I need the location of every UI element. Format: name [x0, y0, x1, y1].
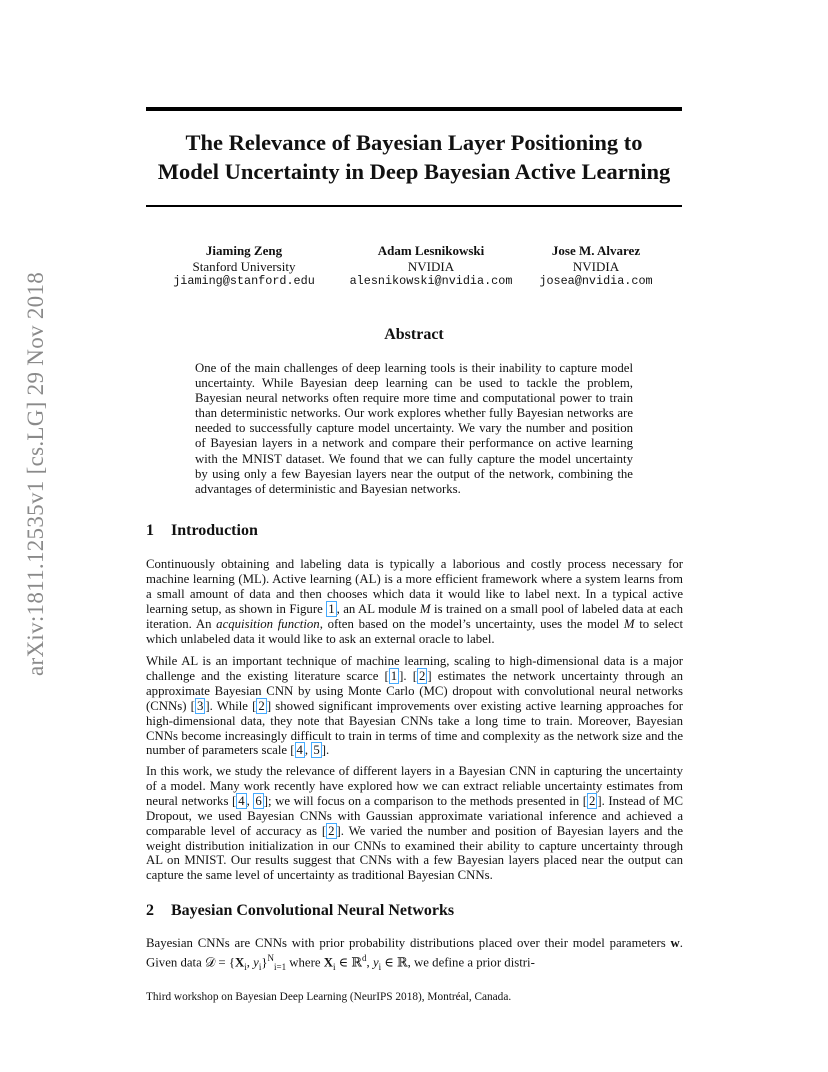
citation-link[interactable]: 4: [238, 793, 245, 808]
citation-link[interactable]: 1: [390, 668, 398, 683]
citation-link[interactable]: 2: [328, 823, 335, 838]
arxiv-identifier: arXiv:1811.12535v1 [cs.LG] 29 Nov 2018: [23, 271, 48, 676]
author-affiliation: Stanford University: [192, 258, 296, 274]
section-title: Bayesian Convolutional Neural Networks: [171, 902, 455, 919]
title-bottom-rule: [146, 205, 682, 207]
intro-paragraph-3: In this work, we study the relevance of different layers in a Bayesian CNN in capturing the uncertainty of a model. Many work recently have explored how we can extract reliable uncertainty estimates from neural networks [ 4 , 6 ]; we will focus on a comparison to the methods presented in [ 2 ]. Instead of MC Dropout, we used Bayesian CNNs with Gaussian approximate variational inference and achieved a comparable level of accuracy as [ 2 ]. We varied the number and position of Bayesian layers and the weight distribution initialization in our CNNs to examined their ability to capture uncertainty through AL on MNIST. Our results suggest that CNNs with a few Bayesian layers placed near the output can capture the same level of uncertainty as traditional Bayesian CNNs.: [146, 764, 683, 883]
citation-link[interactable]: 5: [313, 743, 320, 758]
abstract-heading: Abstract: [384, 326, 444, 343]
section-1-heading: [146, 522, 258, 540]
section-2-paragraph: Bayesian CNNs are CNNs with prior probability distributions placed over their model parameters w. Given data 𝒟 = {$X_i$, $y_i\}^N_{i=1}$ where $X_i$ ∈ ℝ$^d$, $y_i$ ∈ ℝ, we define a prior distri-: [146, 936, 683, 972]
author-email[interactable]: jiaming@stanford.edu: [173, 274, 315, 288]
intro-paragraph-1: Continuously obtaining and labeling data is typically a laborious and costly process necessary for machine learning (ML). Active learning (AL) is a more efficient framework where a system learns from a small amount of data and then chooses which data it would like to label next. In a typical active learning setup, as shown in Figure 1 , an AL module M is trained on a small pool of labeled data at each iteration. An acquisition function, often based on the model’s uncertainty, uses the model M to select which unlabeled data it would like to ask an external oracle to label.: [146, 557, 683, 646]
citation-link[interactable]: 6: [255, 793, 262, 808]
figure-ref-link[interactable]: 1: [328, 601, 335, 616]
title-line-1: The Relevance of Bayesian Layer Positioning to: [185, 130, 643, 155]
citation-link[interactable]: 3: [196, 698, 204, 713]
title-top-rule: [146, 107, 682, 111]
title-line-2: Model Uncertainty in Deep Bayesian Active Learning: [157, 159, 671, 184]
section-2-heading: [146, 902, 454, 920]
section-title: Introduction: [171, 522, 258, 539]
author-affiliation: NVIDIA: [572, 258, 620, 274]
author-name: Jose M. Alvarez: [551, 243, 641, 258]
section-number: 1: [146, 522, 154, 539]
citation-link[interactable]: 2: [588, 793, 596, 808]
citation-link[interactable]: 2: [419, 668, 426, 683]
author-name: Adam Lesnikowski: [377, 243, 485, 258]
author-1: [164, 243, 324, 290]
citation-link[interactable]: 2: [258, 698, 265, 713]
section-number: 2: [146, 902, 154, 919]
paper-title: [146, 128, 682, 186]
intro-paragraph-2: While AL is an important technique of machine learning, scaling to high-dimensional data is a major challenge and the existing literature scarce [ 1 ]. [ 2 ] estimates the network uncertainty through an approximate Bayesian CNN by using Monte Carlo (MC) dropout with convolutional neural networks (CNNs) [ 3 ]. While [ 2 ] showed significant improvements over existing active learning approaches for high-dimensional data, they note that Bayesian CNNs take a long time to train. Moreover, Bayesian CNNs become increasingly difficult to train in terms of time and complexity as the network size and the number of parameters scale [ 4 , 5 ].: [146, 654, 684, 758]
author-email[interactable]: alesnikowski@nvidia.com: [349, 274, 513, 288]
citation-link[interactable]: 4: [296, 743, 303, 758]
author-name: Jiaming Zeng: [205, 243, 283, 258]
author-3: [526, 243, 666, 290]
author-affiliation: NVIDIA: [407, 258, 455, 274]
author-email[interactable]: josea@nvidia.com: [539, 274, 653, 288]
abstract-text: One of the main challenges of deep learning tools is their inability to capture model uncertainty. While Bayesian deep learning can be used to tackle the problem, Bayesian neural networks often require more time and computational power to train than deterministic networks. Our work explores whether fully Bayesian networks are needed to successfully capture model uncertainty. We vary the number and position of Bayesian layers in a network and compare their performance on active learning with the MNIST dataset. We found that we can fully capture the model uncertainty by using only a few Bayesian layers near the output of the network, combining the advantages of deterministic and Bayesian networks.: [195, 361, 633, 496]
author-2: [336, 243, 526, 290]
conference-footnote: Third workshop on Bayesian Deep Learning (NeurIPS 2018), Montréal, Canada.: [146, 991, 512, 1003]
